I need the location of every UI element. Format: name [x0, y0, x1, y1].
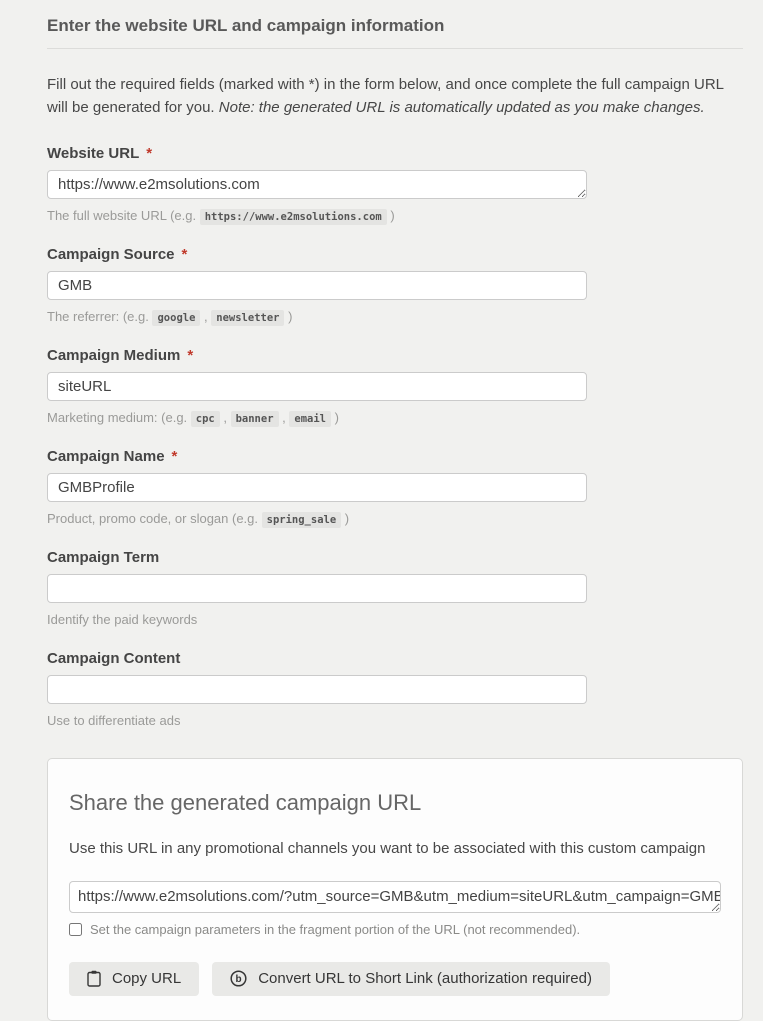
required-asterisk: *: [146, 144, 153, 162]
campaign-source-input[interactable]: [47, 271, 587, 300]
field-campaign-content: [47, 650, 743, 728]
field-website-url: [47, 145, 743, 223]
copy-url-label: Copy URL: [112, 970, 182, 987]
share-panel-title: Share the generated campaign URL: [69, 789, 422, 815]
code-chip: email: [289, 411, 331, 427]
code-chip: newsletter: [211, 310, 284, 326]
code-chip: google: [152, 310, 200, 326]
field-label: Campaign Source *: [47, 245, 188, 263]
fragment-option-row: [69, 922, 721, 937]
copy-url-button[interactable]: [69, 962, 199, 996]
field-help: The full website URL (e.g. https://www.e2msolutions.com ): [47, 207, 395, 223]
intro-main: Fill out the required fields (marked with *) in the form below, and once complete the full campaign URL will be generated for you.: [47, 76, 724, 117]
intro-text: [47, 73, 747, 120]
fragment-checkbox-label: Set the campaign parameters in the fragment portion of the URL (not recommended).: [90, 921, 581, 937]
field-label: Campaign Content: [47, 649, 181, 667]
website-url-input[interactable]: [47, 170, 587, 199]
field-label: Campaign Term: [47, 548, 160, 566]
fragment-checkbox[interactable]: [69, 923, 82, 936]
svg-text:b: b: [235, 974, 242, 985]
code-chip: cpc: [191, 411, 220, 427]
required-asterisk: *: [181, 245, 188, 263]
share-actions: [69, 962, 721, 996]
field-help: Identify the paid keywords: [47, 611, 198, 627]
field-campaign-medium: [47, 347, 743, 425]
field-help: Use to differentiate ads: [47, 712, 181, 728]
required-asterisk: *: [171, 447, 178, 465]
field-label: Campaign Medium *: [47, 346, 194, 364]
field-help: Marketing medium: (e.g. cpc , banner , email ): [47, 409, 339, 425]
intro-note: Note: the generated URL is automatically updated as you make changes.: [218, 99, 705, 117]
header-divider: [47, 48, 743, 49]
required-asterisk: *: [187, 346, 194, 364]
field-campaign-term: [47, 549, 743, 627]
code-chip: https://www.e2msolutions.com: [200, 209, 387, 225]
campaign-content-input[interactable]: [47, 675, 587, 704]
field-label: Website URL *: [47, 144, 153, 162]
shorten-url-label: Convert URL to Short Link (authorization required): [258, 970, 592, 987]
share-panel-description: Use this URL in any promotional channels you want to be associated with this custom campaign: [69, 839, 706, 857]
shorten-url-button[interactable]: [212, 962, 610, 996]
campaign-term-input[interactable]: [47, 574, 587, 603]
field-label: Campaign Name *: [47, 447, 178, 465]
field-campaign-name: [47, 448, 743, 526]
field-help: The referrer: (e.g. google , newsletter ): [47, 308, 293, 324]
generated-url-textarea[interactable]: [69, 881, 721, 913]
clipboard-icon: [87, 970, 101, 987]
field-campaign-source: [47, 246, 743, 324]
code-chip: spring_sale: [262, 512, 342, 528]
bitly-icon: [230, 970, 247, 987]
campaign-medium-input[interactable]: [47, 372, 587, 401]
code-chip: banner: [231, 411, 279, 427]
field-help: Product, promo code, or slogan (e.g. spring_sale ): [47, 510, 350, 526]
share-campaign-url-panel: [47, 758, 743, 1021]
page-title: Enter the website URL and campaign information: [47, 16, 445, 35]
campaign-name-input[interactable]: [47, 473, 587, 502]
